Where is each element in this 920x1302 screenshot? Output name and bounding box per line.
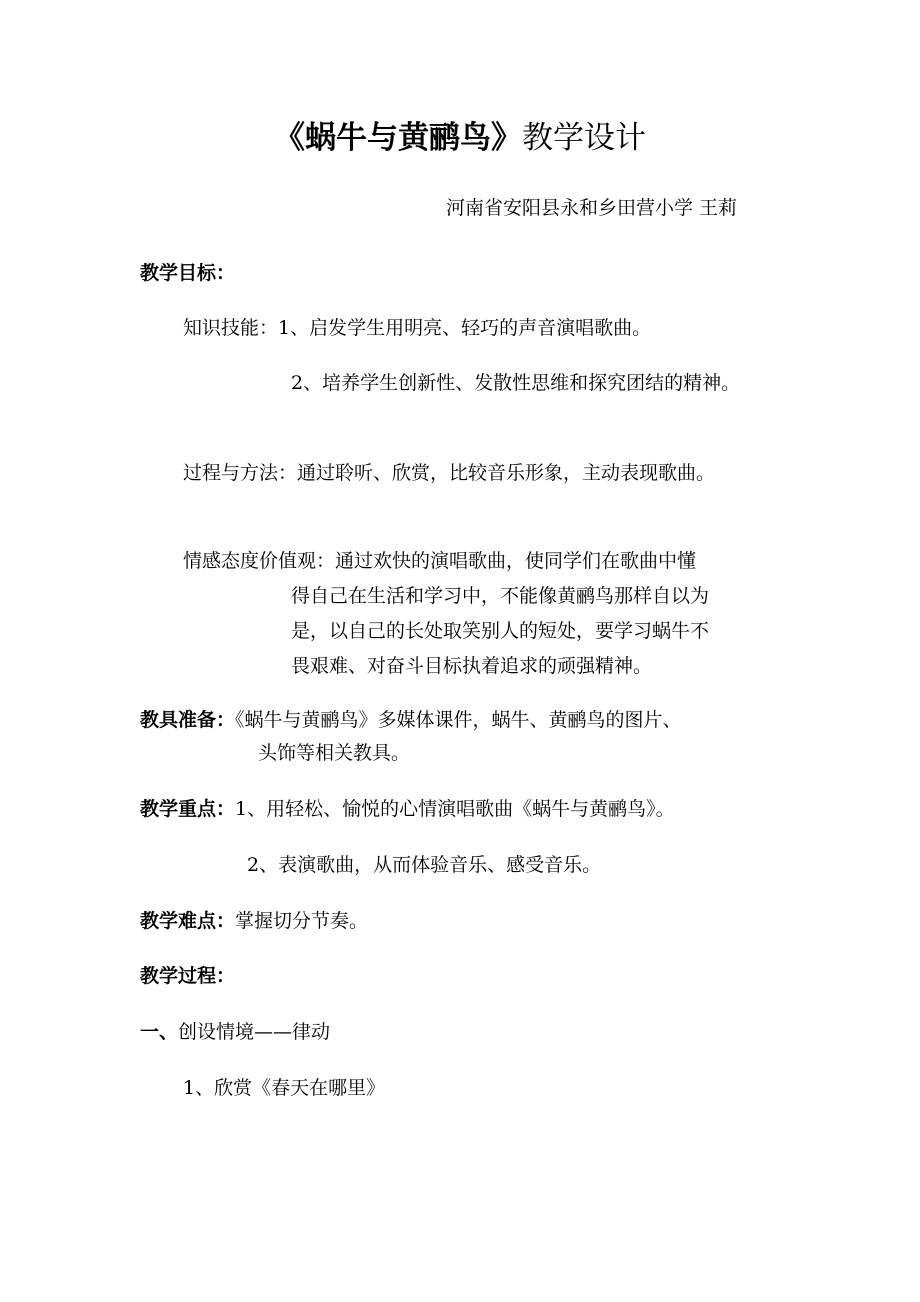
title-bold-part: 《蜗牛与黄鹂鸟》 [274,120,522,156]
goals-heading: 教学目标： [140,262,236,284]
knowledge-skill-1: 知识技能：1、启发学生用明亮、轻巧的声音演唱歌曲。 [183,317,652,339]
step-1-text: 创设情境——律动 [178,1021,331,1043]
emotion-line-4: 畏艰难、对奋斗目标执着追求的顽强精神。 [291,655,653,677]
key-point-1: 1、用轻松、愉悦的心情演唱歌曲《蜗牛与黄鹂鸟》。 [235,798,675,820]
key-point-2: 2、表演歌曲，从而体验音乐、感受音乐。 [247,854,602,876]
process-method: 过程与方法：通过聆听、欣赏，比较音乐形象，主动表现歌曲。 [183,462,716,484]
tools-line-1 [140,707,682,733]
page-title [0,118,920,158]
key-points-heading: 教学重点： [140,798,236,820]
tools-heading: 教具准备： [140,709,236,731]
knowledge-skill-2: 2、培养学生创新性、发散性思维和探究团结的精神。 [291,372,741,394]
tools-line-2: 头饰等相关教具。 [258,742,411,764]
difficulty-text: 掌握切分节奏。 [235,910,369,932]
author-line: 河南省安阳县永和乡田营小学 王莉 [446,197,738,219]
difficulty-heading: 教学难点： [140,910,236,932]
step-1-prefix: 一、 [140,1021,179,1043]
step-1-line [140,1019,330,1045]
process-heading: 教学过程： [140,965,236,987]
emotion-line-3: 是，以自己的长处取笑别人的短处，要学习蜗牛不 [291,620,710,642]
emotion-line-2: 得自己在生活和学习中，不能像黄鹂鸟那样自以为 [291,585,710,607]
step-1-sub-1: 1、欣赏《春天在哪里》 [183,1077,386,1099]
emotion-line-1: 情感态度价值观：通过欢快的演唱歌曲，使同学们在歌曲中懂 [183,550,697,572]
tools-text-1: 《蜗牛与黄鹂鸟》多媒体课件，蜗牛、黄鹂鸟的图片、 [235,709,682,731]
difficulty-line [140,908,368,934]
key-point-line-1 [140,796,675,822]
title-rest: 教学设计 [522,120,646,156]
